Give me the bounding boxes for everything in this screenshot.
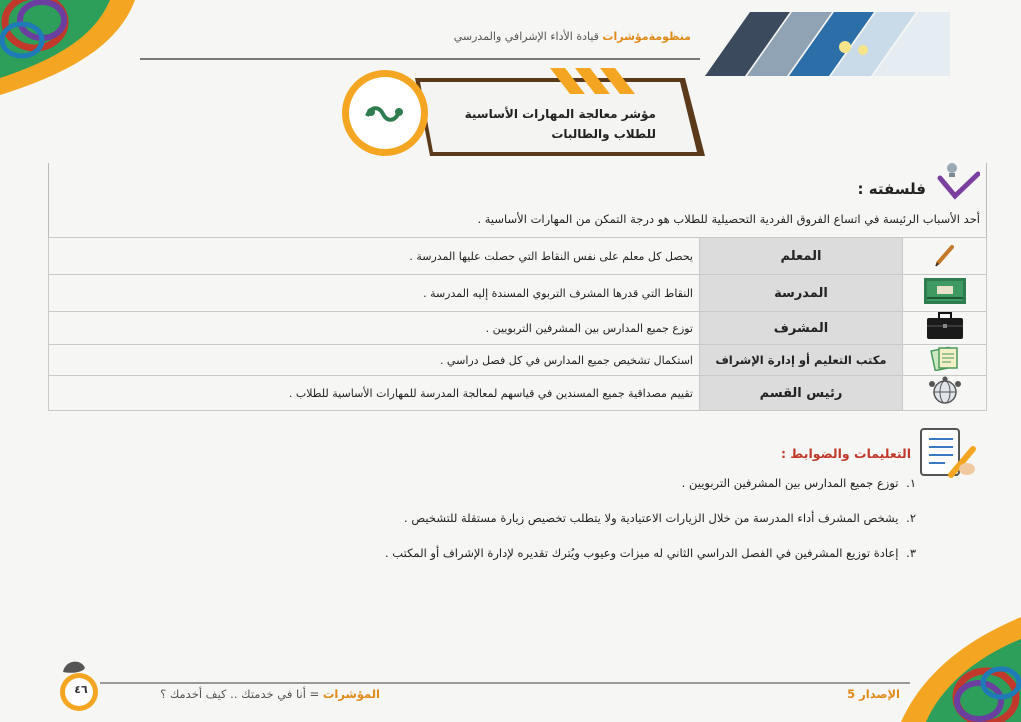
decorative-swirl-bottom-right [901,617,1021,722]
instructions-heading: التعليمات والضوابط : [781,446,911,461]
list-item-text: يشخص المشرف أداء المدرسة من خلال الزيارات الاعتيادية ولا يتطلب تخصيص زيارة مستقلة للتشخيص . [404,511,899,525]
role-name: المدرسة [700,275,903,312]
table-row [49,275,987,312]
list-item-text: إعادة توزيع المشرفين في الفصل الدراسي الثاني له ميزات وعيوب ويُترك تقديره لإدارة الإشراف أو المكتب . [385,546,899,560]
decorative-swirl-top-left [0,0,135,95]
table-row [49,376,987,411]
indicator-title: مؤشر معالجة المهارات الأساسية للطلاب والطالبات [464,107,656,141]
instructions-list [196,476,916,581]
table-row [49,238,987,275]
roles-table [48,237,987,411]
page-number: ٤٦ [74,683,88,696]
list-item [196,476,916,511]
role-name: المعلم [700,238,903,275]
header-brand: منظومةمؤشرات [602,30,691,43]
philosophy-text: أحد الأسباب الرئيسة في اتساع الفروق الفردية التحصيلية للطلاب هو درجة التمكن من المهارات الأساسية . [477,212,980,226]
list-item-number: ٢. [906,511,916,525]
role-icon-cell [903,312,987,345]
header-divider [140,58,700,60]
header-photo-strip [695,12,950,76]
role-description: تقييم مصداقية جميع المسندين في قياسهم لمعالجة المدرسة للمهارات الأساسية للطلاب . [49,376,700,411]
clipboard-pencil-icon [915,425,977,480]
footer-slogan [110,687,380,701]
list-item-number: ٣. [906,546,916,560]
role-icon-cell [903,275,987,312]
role-description: استكمال تشخيص جميع المدارس في كل فصل دراسي . [49,345,700,376]
footer-brand: المؤشرات [322,687,380,701]
footer-divider [100,682,910,684]
role-name: رئيس القسم [700,376,903,411]
papers-icon [929,345,961,371]
role-description: يحصل كل معلم على نفس النقاط التي حصلت عليها المدرسة . [49,238,700,275]
globe-people-icon [927,376,963,406]
role-name: المشرف [700,312,903,345]
table-row [49,312,987,345]
footer-edition: الإصدار 5 [847,687,900,701]
list-item [196,511,916,546]
footer-slogan-text: = أنا في خدمتك .. كيف أخدمك ؟ [160,687,320,701]
philosophy-heading: فلسفته : [857,180,926,198]
header-subtitle: قيادة الأداء الإشرافي والمدرسي [453,30,599,43]
role-description: توزع جميع المدارس بين المشرفين التربويين . [49,312,700,345]
role-icon-cell [903,238,987,275]
header-title [371,30,691,43]
list-item-text: توزع جميع المدارس بين المشرفين التربويين . [681,476,899,490]
lightbulb-check-icon [930,160,980,202]
role-icon-cell [903,345,987,376]
list-item-number: ١. [906,476,916,490]
school-building-icon [923,276,967,306]
role-name: مكتب التعليم أو إدارة الإشراف [700,345,903,376]
role-icon-cell [903,376,987,411]
briefcase-icon [925,312,965,340]
table-row [49,345,987,376]
role-description: النقاط التي قدرها المشرف التربوي المسندة إليه المدرسة . [49,275,700,312]
list-item [196,546,916,581]
pencil-icon [930,241,960,267]
